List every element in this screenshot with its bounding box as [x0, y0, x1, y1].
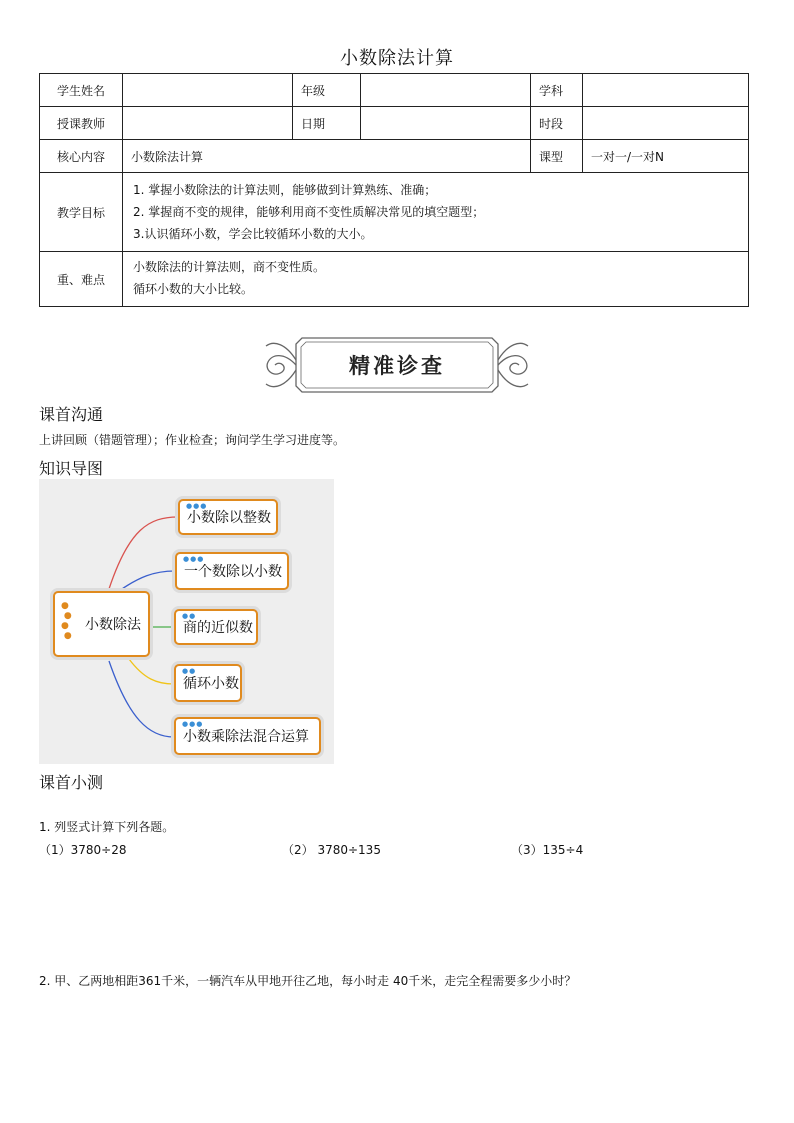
section-text: 上讲回顾（错题管理）；作业检查；询问学生学习进度等。 — [39, 433, 346, 447]
question-1-part: （3）135÷4 — [511, 843, 584, 857]
branch-node-label: 小数除以整数 — [187, 510, 271, 526]
branch-node-label: 小数乘除法混合运算 — [183, 729, 309, 745]
period-field[interactable] — [583, 107, 749, 140]
question-2-stem: 2. 甲、乙两地相距361千米，一辆汽车从甲地开往乙地，每小时走 40千米，走完全程需要多少小时？ — [39, 974, 577, 988]
student-name-field[interactable] — [123, 74, 293, 107]
dots-icon: ●●● — [186, 502, 208, 510]
info-table — [39, 73, 749, 307]
key-points-cell — [123, 252, 749, 307]
branch-node-label: 循环小数 — [183, 676, 239, 692]
question-1-part: （2） 3780÷135 — [282, 843, 381, 857]
teacher-label: 授课教师 — [40, 107, 123, 140]
student-name-label: 学生姓名 — [40, 74, 123, 107]
grade-label: 年级 — [293, 74, 361, 107]
key-point-item: 循环小数的大小比较。 — [133, 282, 254, 296]
type-value: 一对一/一对N — [583, 140, 749, 173]
branch-node-label: 商的近似数 — [183, 620, 253, 636]
type-label: 课型 — [531, 140, 583, 173]
question-1-stem: 1. 列竖式计算下列各题。 — [39, 820, 175, 834]
banner-text: 精准诊查 — [349, 353, 445, 378]
goal-item: 2. 掌握商不变的规律，能够利用商不变性质解决常见的填空题型； — [133, 205, 485, 219]
root-node-label: 小数除法 — [85, 617, 141, 633]
branch-node — [174, 609, 258, 645]
connector-2 — [119, 571, 175, 591]
question-1-part: （1）3780÷28 — [39, 843, 127, 857]
connector-4 — [129, 659, 174, 684]
dots-icon: ●●● — [182, 720, 204, 728]
core-label: 核心内容 — [40, 140, 123, 173]
core-value: 小数除法计算 — [123, 140, 531, 173]
goals-cell — [123, 173, 749, 252]
key-point-item: 小数除法的计算法则，商不变性质。 — [133, 260, 326, 274]
connector-1 — [109, 517, 178, 589]
root-node — [53, 591, 150, 657]
subject-label: 学科 — [531, 74, 583, 107]
section-heading: 知识导图 — [39, 459, 104, 478]
subject-field[interactable] — [583, 74, 749, 107]
dots-icon: ●●● — [183, 555, 205, 563]
dots-icon: ●● — [182, 667, 197, 675]
key-points-label: 重、难点 — [40, 252, 123, 307]
branch-node — [178, 499, 278, 535]
section-banner — [262, 332, 532, 398]
grade-field[interactable] — [361, 74, 531, 107]
branch-node-label: 一个数除以小数 — [184, 564, 282, 580]
section-heading: 课首沟通 — [39, 405, 104, 424]
section-heading: 课首小测 — [39, 773, 104, 792]
branch-node — [175, 552, 289, 590]
branch-node — [174, 664, 242, 702]
branch-node — [174, 717, 321, 755]
goals-label: 教学目标 — [40, 173, 123, 252]
period-label: 时段 — [531, 107, 583, 140]
teacher-field[interactable] — [123, 107, 293, 140]
date-label: 日期 — [293, 107, 361, 140]
dots-icon: ●● — [182, 612, 197, 620]
date-field[interactable] — [361, 107, 531, 140]
page-title: 小数除法计算 — [340, 48, 454, 69]
knowledge-mindmap — [39, 479, 334, 764]
goal-item: 3.认识循环小数，学会比较循环小数的大小。 — [133, 227, 373, 241]
goal-item: 1. 掌握小数除法的计算法则，能够做到计算熟练、准确； — [133, 183, 437, 197]
root-dots-icon: ● ● ● ● — [61, 601, 72, 641]
